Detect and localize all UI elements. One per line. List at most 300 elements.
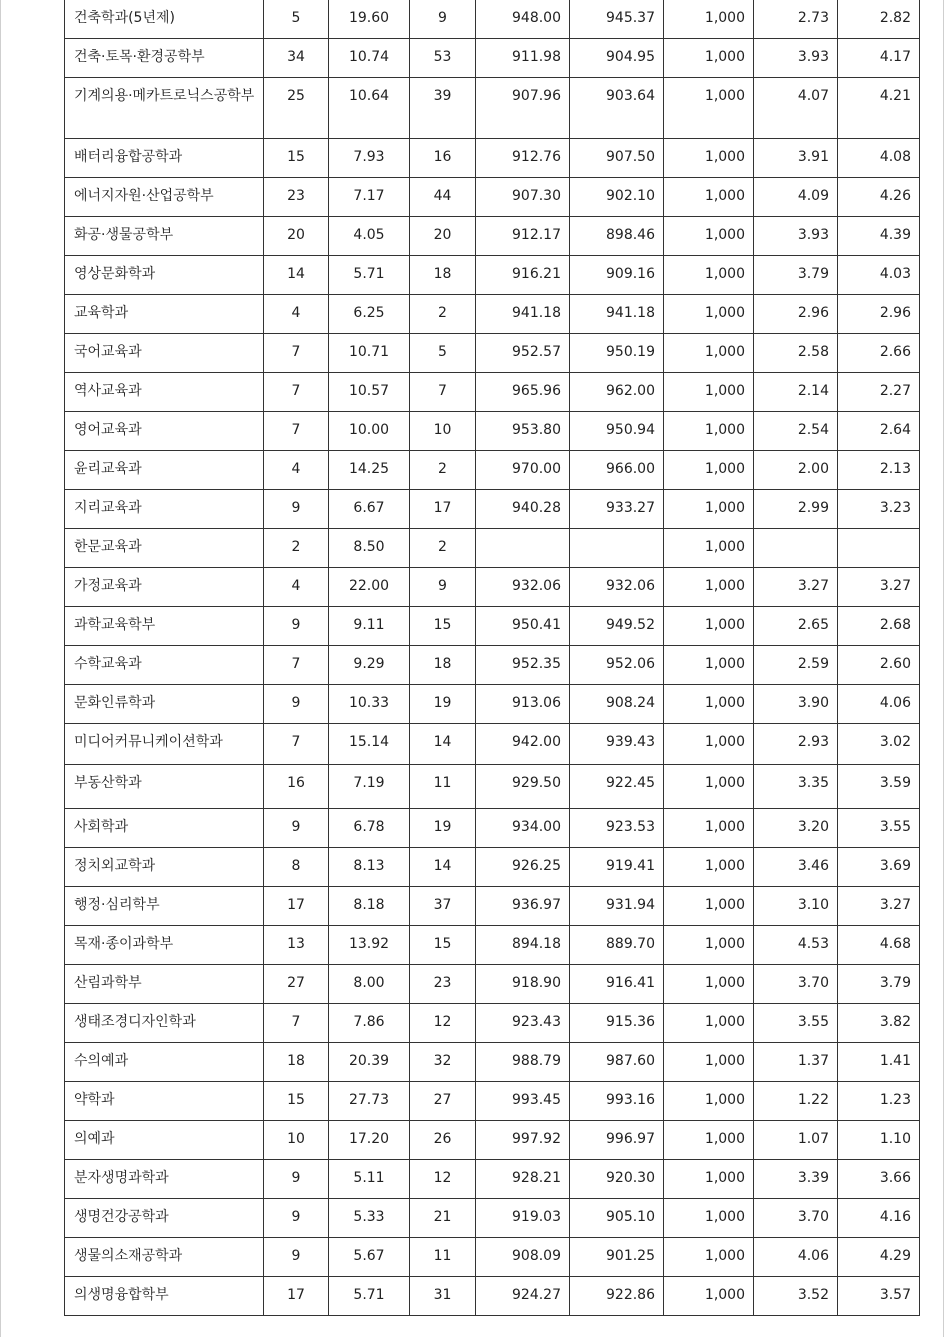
grade-cell: 1.07 [754, 1121, 838, 1160]
table-row [65, 217, 920, 256]
competition-ratio-cell: 4.05 [329, 217, 410, 256]
score-cutoff-cell: 902.10 [570, 178, 664, 217]
grade-cutoff-cell: 2.27 [838, 373, 920, 412]
score-cutoff-cell: 920.30 [570, 1160, 664, 1199]
score-cell: 919.03 [476, 1199, 570, 1238]
grade-cutoff-cell: 3.69 [838, 848, 920, 887]
grade-cutoff-cell: 2.68 [838, 607, 920, 646]
department-cell: 생명건강공학과 [65, 1199, 264, 1238]
additional-pass-cell: 27 [410, 1082, 476, 1121]
grade-cell: 2.14 [754, 373, 838, 412]
quota-cell: 9 [264, 809, 329, 848]
quota-cell: 20 [264, 217, 329, 256]
quota-cell: 9 [264, 607, 329, 646]
additional-pass-cell: 7 [410, 373, 476, 412]
max-score-cell: 1,000 [664, 1199, 754, 1238]
competition-ratio-cell: 8.50 [329, 529, 410, 568]
competition-ratio-cell: 10.74 [329, 39, 410, 78]
grade-cell: 1.22 [754, 1082, 838, 1121]
grade-cutoff-cell: 3.27 [838, 887, 920, 926]
quota-cell: 16 [264, 765, 329, 809]
max-score-cell: 1,000 [664, 39, 754, 78]
max-score-cell: 1,000 [664, 607, 754, 646]
competition-ratio-cell: 8.13 [329, 848, 410, 887]
max-score-cell: 1,000 [664, 78, 754, 139]
max-score-cell: 1,000 [664, 334, 754, 373]
grade-cell: 3.70 [754, 965, 838, 1004]
grade-cutoff-cell: 4.39 [838, 217, 920, 256]
grade-cutoff-cell: 3.57 [838, 1277, 920, 1316]
table-body [65, 0, 920, 1316]
left-border [0, 0, 1, 1337]
score-cutoff-cell: 949.52 [570, 607, 664, 646]
grade-cutoff-cell: 4.08 [838, 139, 920, 178]
quota-cell: 23 [264, 178, 329, 217]
max-score-cell: 1,000 [664, 926, 754, 965]
table-row [65, 334, 920, 373]
department-cell: 부동산학과 [65, 765, 264, 809]
score-cell: 918.90 [476, 965, 570, 1004]
quota-cell: 10 [264, 1121, 329, 1160]
department-cell: 건축학과(5년제) [65, 0, 264, 39]
additional-pass-cell: 23 [410, 965, 476, 1004]
table-row [65, 373, 920, 412]
score-cutoff-cell: 919.41 [570, 848, 664, 887]
additional-pass-cell: 21 [410, 1199, 476, 1238]
table-row [65, 139, 920, 178]
table-row [65, 568, 920, 607]
table-row [65, 39, 920, 78]
score-cell: 912.17 [476, 217, 570, 256]
quota-cell: 9 [264, 685, 329, 724]
department-cell: 의예과 [65, 1121, 264, 1160]
department-cell: 사회학과 [65, 809, 264, 848]
score-cutoff-cell: 908.24 [570, 685, 664, 724]
grade-cutoff-cell: 2.96 [838, 295, 920, 334]
grade-cutoff-cell: 1.23 [838, 1082, 920, 1121]
grade-cutoff-cell [838, 529, 920, 568]
quota-cell: 15 [264, 139, 329, 178]
grade-cell: 3.10 [754, 887, 838, 926]
score-cutoff-cell: 901.25 [570, 1238, 664, 1277]
grade-cell: 3.93 [754, 217, 838, 256]
department-cell: 가정교육과 [65, 568, 264, 607]
quota-cell: 5 [264, 0, 329, 39]
max-score-cell: 1,000 [664, 1277, 754, 1316]
grade-cutoff-cell: 3.27 [838, 568, 920, 607]
score-cutoff-cell: 932.06 [570, 568, 664, 607]
competition-ratio-cell: 5.71 [329, 256, 410, 295]
score-cell: 894.18 [476, 926, 570, 965]
competition-ratio-cell: 10.00 [329, 412, 410, 451]
max-score-cell: 1,000 [664, 724, 754, 765]
grade-cutoff-cell: 4.16 [838, 1199, 920, 1238]
department-cell: 윤리교육과 [65, 451, 264, 490]
additional-pass-cell: 10 [410, 412, 476, 451]
table-row [65, 1277, 920, 1316]
score-cell: 923.43 [476, 1004, 570, 1043]
table-row [65, 1004, 920, 1043]
score-cell: 970.00 [476, 451, 570, 490]
grade-cell: 2.00 [754, 451, 838, 490]
quota-cell: 4 [264, 295, 329, 334]
max-score-cell: 1,000 [664, 1082, 754, 1121]
additional-pass-cell: 32 [410, 1043, 476, 1082]
quota-cell: 7 [264, 412, 329, 451]
department-cell: 과학교육학부 [65, 607, 264, 646]
score-cutoff-cell: 922.86 [570, 1277, 664, 1316]
admission-results-table [64, 0, 920, 1316]
additional-pass-cell: 39 [410, 78, 476, 139]
grade-cutoff-cell: 2.60 [838, 646, 920, 685]
department-cell: 수학교육과 [65, 646, 264, 685]
score-cutoff-cell: 915.36 [570, 1004, 664, 1043]
competition-ratio-cell: 15.14 [329, 724, 410, 765]
max-score-cell: 1,000 [664, 373, 754, 412]
table-row [65, 256, 920, 295]
quota-cell: 17 [264, 1277, 329, 1316]
table-row [65, 809, 920, 848]
grade-cell: 3.27 [754, 568, 838, 607]
table-row [65, 765, 920, 809]
department-cell: 지리교육과 [65, 490, 264, 529]
grade-cell: 3.79 [754, 256, 838, 295]
table-row [65, 78, 920, 139]
competition-ratio-cell: 17.20 [329, 1121, 410, 1160]
quota-cell: 17 [264, 887, 329, 926]
table-row [65, 295, 920, 334]
grade-cell [754, 529, 838, 568]
grade-cell: 2.99 [754, 490, 838, 529]
score-cell: 997.92 [476, 1121, 570, 1160]
grade-cell: 3.46 [754, 848, 838, 887]
competition-ratio-cell: 22.00 [329, 568, 410, 607]
competition-ratio-cell: 5.33 [329, 1199, 410, 1238]
score-cell: 953.80 [476, 412, 570, 451]
quota-cell: 18 [264, 1043, 329, 1082]
score-cell: 993.45 [476, 1082, 570, 1121]
score-cutoff-cell: 889.70 [570, 926, 664, 965]
table-row [65, 1160, 920, 1199]
department-cell: 목재·종이과학부 [65, 926, 264, 965]
grade-cell: 3.39 [754, 1160, 838, 1199]
quota-cell: 9 [264, 1199, 329, 1238]
department-cell: 행정·심리학부 [65, 887, 264, 926]
score-cell: 916.21 [476, 256, 570, 295]
grade-cell: 3.52 [754, 1277, 838, 1316]
department-cell: 약학과 [65, 1082, 264, 1121]
max-score-cell: 1,000 [664, 887, 754, 926]
department-cell: 수의예과 [65, 1043, 264, 1082]
score-cell: 950.41 [476, 607, 570, 646]
table-row [65, 1121, 920, 1160]
score-cell: 952.57 [476, 334, 570, 373]
score-cutoff-cell: 904.95 [570, 39, 664, 78]
grade-cutoff-cell: 2.82 [838, 0, 920, 39]
table-row [65, 926, 920, 965]
grade-cutoff-cell: 3.02 [838, 724, 920, 765]
additional-pass-cell: 44 [410, 178, 476, 217]
competition-ratio-cell: 9.11 [329, 607, 410, 646]
grade-cutoff-cell: 2.66 [838, 334, 920, 373]
additional-pass-cell: 17 [410, 490, 476, 529]
score-cutoff-cell: 941.18 [570, 295, 664, 334]
max-score-cell: 1,000 [664, 529, 754, 568]
quota-cell: 13 [264, 926, 329, 965]
competition-ratio-cell: 5.67 [329, 1238, 410, 1277]
grade-cutoff-cell: 4.03 [838, 256, 920, 295]
department-cell: 산림과학부 [65, 965, 264, 1004]
quota-cell: 9 [264, 1160, 329, 1199]
score-cell: 988.79 [476, 1043, 570, 1082]
score-cutoff-cell: 952.06 [570, 646, 664, 685]
additional-pass-cell: 20 [410, 217, 476, 256]
grade-cutoff-cell: 4.29 [838, 1238, 920, 1277]
max-score-cell: 1,000 [664, 256, 754, 295]
score-cell: 932.06 [476, 568, 570, 607]
grade-cutoff-cell: 4.06 [838, 685, 920, 724]
competition-ratio-cell: 13.92 [329, 926, 410, 965]
max-score-cell: 1,000 [664, 1043, 754, 1082]
table-row [65, 646, 920, 685]
score-cell: 941.18 [476, 295, 570, 334]
additional-pass-cell: 37 [410, 887, 476, 926]
table-row [65, 1199, 920, 1238]
additional-pass-cell: 15 [410, 926, 476, 965]
score-cell: 929.50 [476, 765, 570, 809]
max-score-cell: 1,000 [664, 178, 754, 217]
max-score-cell: 1,000 [664, 809, 754, 848]
grade-cell: 2.73 [754, 0, 838, 39]
competition-ratio-cell: 14.25 [329, 451, 410, 490]
grade-cutoff-cell: 3.23 [838, 490, 920, 529]
department-cell: 기계의용·메카트로닉스공학부 [65, 78, 264, 139]
score-cutoff-cell: 962.00 [570, 373, 664, 412]
department-cell: 의생명융합학부 [65, 1277, 264, 1316]
grade-cell: 2.54 [754, 412, 838, 451]
competition-ratio-cell: 8.18 [329, 887, 410, 926]
grade-cutoff-cell: 2.13 [838, 451, 920, 490]
additional-pass-cell: 12 [410, 1004, 476, 1043]
score-cell: 911.98 [476, 39, 570, 78]
grade-cutoff-cell: 3.55 [838, 809, 920, 848]
score-cell: 908.09 [476, 1238, 570, 1277]
max-score-cell: 1,000 [664, 490, 754, 529]
additional-pass-cell: 18 [410, 256, 476, 295]
score-cell [476, 529, 570, 568]
table-row [65, 1043, 920, 1082]
additional-pass-cell: 18 [410, 646, 476, 685]
competition-ratio-cell: 7.17 [329, 178, 410, 217]
score-cell: 936.97 [476, 887, 570, 926]
quota-cell: 27 [264, 965, 329, 1004]
grade-cell: 3.35 [754, 765, 838, 809]
competition-ratio-cell: 6.67 [329, 490, 410, 529]
table-row [65, 451, 920, 490]
max-score-cell: 1,000 [664, 965, 754, 1004]
table-row [65, 965, 920, 1004]
grade-cell: 4.53 [754, 926, 838, 965]
additional-pass-cell: 15 [410, 607, 476, 646]
quota-cell: 7 [264, 373, 329, 412]
department-cell: 정치외교학과 [65, 848, 264, 887]
additional-pass-cell: 11 [410, 765, 476, 809]
additional-pass-cell: 14 [410, 848, 476, 887]
table-row [65, 529, 920, 568]
score-cutoff-cell: 898.46 [570, 217, 664, 256]
grade-cell: 4.07 [754, 78, 838, 139]
grade-cell: 2.65 [754, 607, 838, 646]
max-score-cell: 1,000 [664, 848, 754, 887]
grade-cell: 4.06 [754, 1238, 838, 1277]
table-row [65, 607, 920, 646]
grade-cutoff-cell: 4.17 [838, 39, 920, 78]
grade-cell: 2.93 [754, 724, 838, 765]
max-score-cell: 1,000 [664, 1160, 754, 1199]
grade-cell: 1.37 [754, 1043, 838, 1082]
competition-ratio-cell: 10.64 [329, 78, 410, 139]
competition-ratio-cell: 19.60 [329, 0, 410, 39]
score-cutoff-cell [570, 529, 664, 568]
quota-cell: 9 [264, 490, 329, 529]
quota-cell: 25 [264, 78, 329, 139]
additional-pass-cell: 16 [410, 139, 476, 178]
grade-cutoff-cell: 4.68 [838, 926, 920, 965]
score-cutoff-cell: 987.60 [570, 1043, 664, 1082]
department-cell: 국어교육과 [65, 334, 264, 373]
score-cell: 913.06 [476, 685, 570, 724]
competition-ratio-cell: 7.86 [329, 1004, 410, 1043]
score-cutoff-cell: 923.53 [570, 809, 664, 848]
grade-cutoff-cell: 1.41 [838, 1043, 920, 1082]
table-row [65, 887, 920, 926]
grade-cell: 2.59 [754, 646, 838, 685]
table-row [65, 412, 920, 451]
competition-ratio-cell: 8.00 [329, 965, 410, 1004]
score-cutoff-cell: 907.50 [570, 139, 664, 178]
score-cutoff-cell: 903.64 [570, 78, 664, 139]
additional-pass-cell: 26 [410, 1121, 476, 1160]
additional-pass-cell: 12 [410, 1160, 476, 1199]
department-cell: 문화인류학과 [65, 685, 264, 724]
competition-ratio-cell: 7.19 [329, 765, 410, 809]
competition-ratio-cell: 9.29 [329, 646, 410, 685]
score-cutoff-cell: 909.16 [570, 256, 664, 295]
department-cell: 건축·토목·환경공학부 [65, 39, 264, 78]
score-cell: 926.25 [476, 848, 570, 887]
grade-cell: 3.70 [754, 1199, 838, 1238]
grade-cell: 3.91 [754, 139, 838, 178]
grade-cutoff-cell: 3.79 [838, 965, 920, 1004]
grade-cutoff-cell: 4.21 [838, 78, 920, 139]
grade-cutoff-cell: 2.64 [838, 412, 920, 451]
score-cell: 934.00 [476, 809, 570, 848]
additional-pass-cell: 11 [410, 1238, 476, 1277]
additional-pass-cell: 14 [410, 724, 476, 765]
score-cutoff-cell: 996.97 [570, 1121, 664, 1160]
grade-cell: 3.90 [754, 685, 838, 724]
score-cutoff-cell: 905.10 [570, 1199, 664, 1238]
department-cell: 분자생명과학과 [65, 1160, 264, 1199]
table-row [65, 0, 920, 39]
quota-cell: 8 [264, 848, 329, 887]
quota-cell: 4 [264, 568, 329, 607]
grade-cell: 3.93 [754, 39, 838, 78]
score-cutoff-cell: 950.94 [570, 412, 664, 451]
grade-cutoff-cell: 3.82 [838, 1004, 920, 1043]
score-cell: 928.21 [476, 1160, 570, 1199]
score-cell: 907.30 [476, 178, 570, 217]
score-cutoff-cell: 993.16 [570, 1082, 664, 1121]
additional-pass-cell: 2 [410, 451, 476, 490]
max-score-cell: 1,000 [664, 685, 754, 724]
grade-cell: 2.96 [754, 295, 838, 334]
department-cell: 미디어커뮤니케이션학과 [65, 724, 264, 765]
grade-cutoff-cell: 3.59 [838, 765, 920, 809]
max-score-cell: 1,000 [664, 217, 754, 256]
score-cell: 907.96 [476, 78, 570, 139]
department-cell: 화공·생물공학부 [65, 217, 264, 256]
quota-cell: 34 [264, 39, 329, 78]
department-cell: 배터리융합공학과 [65, 139, 264, 178]
score-cutoff-cell: 922.45 [570, 765, 664, 809]
score-cell: 948.00 [476, 0, 570, 39]
additional-pass-cell: 19 [410, 685, 476, 724]
additional-pass-cell: 53 [410, 39, 476, 78]
competition-ratio-cell: 5.71 [329, 1277, 410, 1316]
score-cutoff-cell: 933.27 [570, 490, 664, 529]
additional-pass-cell: 19 [410, 809, 476, 848]
quota-cell: 9 [264, 1238, 329, 1277]
competition-ratio-cell: 6.78 [329, 809, 410, 848]
competition-ratio-cell: 20.39 [329, 1043, 410, 1082]
score-cell: 942.00 [476, 724, 570, 765]
department-cell: 영상문화학과 [65, 256, 264, 295]
quota-cell: 15 [264, 1082, 329, 1121]
table-row [65, 724, 920, 765]
quota-cell: 7 [264, 646, 329, 685]
max-score-cell: 1,000 [664, 412, 754, 451]
additional-pass-cell: 5 [410, 334, 476, 373]
quota-cell: 2 [264, 529, 329, 568]
additional-pass-cell: 31 [410, 1277, 476, 1316]
table-row [65, 848, 920, 887]
department-cell: 에너지자원·산업공학부 [65, 178, 264, 217]
grade-cutoff-cell: 3.66 [838, 1160, 920, 1199]
max-score-cell: 1,000 [664, 765, 754, 809]
score-cutoff-cell: 950.19 [570, 334, 664, 373]
max-score-cell: 1,000 [664, 568, 754, 607]
score-cutoff-cell: 945.37 [570, 0, 664, 39]
table-row [65, 178, 920, 217]
max-score-cell: 1,000 [664, 139, 754, 178]
grade-cutoff-cell: 4.26 [838, 178, 920, 217]
max-score-cell: 1,000 [664, 1238, 754, 1277]
max-score-cell: 1,000 [664, 0, 754, 39]
score-cell: 965.96 [476, 373, 570, 412]
score-cutoff-cell: 916.41 [570, 965, 664, 1004]
max-score-cell: 1,000 [664, 295, 754, 334]
max-score-cell: 1,000 [664, 646, 754, 685]
department-cell: 영어교육과 [65, 412, 264, 451]
competition-ratio-cell: 7.93 [329, 139, 410, 178]
grade-cell: 3.55 [754, 1004, 838, 1043]
score-cutoff-cell: 931.94 [570, 887, 664, 926]
additional-pass-cell: 9 [410, 0, 476, 39]
department-cell: 생태조경디자인학과 [65, 1004, 264, 1043]
max-score-cell: 1,000 [664, 1004, 754, 1043]
score-cutoff-cell: 966.00 [570, 451, 664, 490]
